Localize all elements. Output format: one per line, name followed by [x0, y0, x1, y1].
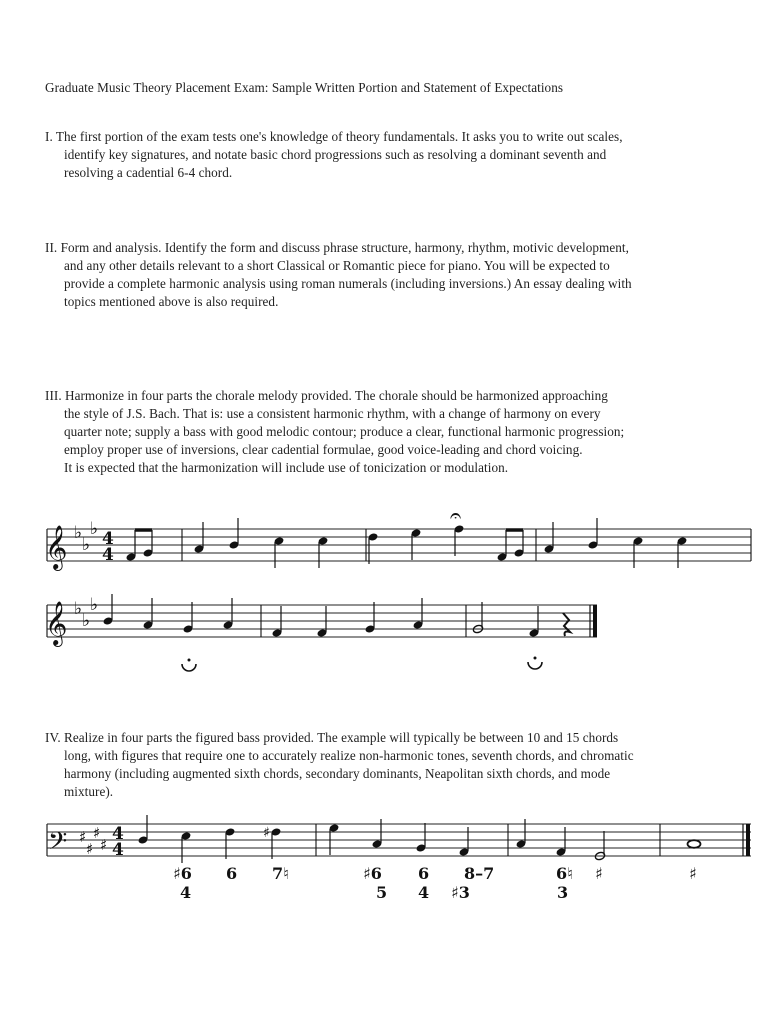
- section-2-line: topics mentioned above is also required.: [64, 294, 279, 309]
- figure-bottom: 5: [376, 883, 388, 902]
- time-signature-bottom: 4: [112, 840, 124, 860]
- sharp-icon: ♯: [263, 825, 270, 841]
- sharp-icon: ♯: [100, 836, 108, 854]
- section-1-line: I. The first portion of the exam tests one's knowledge of theory fundamentals. It asks you to write out scales,: [45, 129, 623, 144]
- fermata-icon: 𝄐: [450, 503, 462, 527]
- figure-bottom: 4: [418, 883, 430, 902]
- chorale-staff-2: [0, 576, 768, 686]
- section-1-line: identify key signatures, and notate basic chord progressions such as resolving a dominant seventh and: [64, 147, 607, 162]
- flat-icon: ♭: [74, 599, 83, 619]
- sharp-icon: ♯: [86, 840, 94, 858]
- staff-lines: [47, 824, 751, 856]
- figure-top: 8–7: [464, 864, 495, 883]
- section-3-line: quarter note; supply a bass with good melodic contour; produce a clear, functional harmonic progression;: [64, 424, 625, 439]
- notes: [103, 594, 595, 638]
- figure-bottom: 4: [180, 883, 192, 902]
- treble-clef-icon: 𝄞: [45, 601, 68, 645]
- figure-bottom: 3: [557, 883, 569, 902]
- section-3-line: employ proper use of inversions, clear cadential formulae, good voice-leading and chord voicing.: [64, 442, 583, 457]
- section-2-line: II. Form and analysis. Identify the form and discuss phrase structure, harmony, rhythm, motivic development,: [45, 240, 629, 255]
- section-4: [45, 729, 634, 801]
- staff-lines: [47, 529, 751, 561]
- section-4-line: harmony (including augmented sixth chords, secondary dominants, Neapolitan sixth chords, and mode: [64, 766, 611, 781]
- section-4-line: long, with figures that require one to accurately realize non-harmonic tones, seventh chords, and chromatic: [64, 748, 634, 763]
- time-signature-bottom: 4: [102, 545, 114, 565]
- figure-top: ♯6: [173, 864, 192, 883]
- flat-icon: ♭: [82, 535, 91, 555]
- figured-bass-staff: [0, 812, 768, 912]
- section-4-line: IV. Realize in four parts the figured bass provided. The example will typically be between 10 and 15 chords: [45, 730, 619, 745]
- fermata-below-icon: [182, 657, 542, 672]
- time-signature-top: 4: [102, 529, 114, 549]
- flat-icon: ♭: [90, 519, 99, 539]
- document-title: Graduate Music Theory Placement Exam: Sample Written Portion and Statement of Expectations: [45, 80, 564, 95]
- section-4-line: mixture).: [64, 784, 114, 799]
- figure-top: 6♮: [556, 864, 573, 883]
- figure-top: 7♮: [272, 864, 289, 883]
- section-3-line: III. Harmonize in four parts the chorale melody provided. The chorale should be harmonized approaching: [45, 388, 608, 403]
- time-signature-top: 4: [112, 824, 124, 844]
- sharp-icon: ♯: [79, 828, 87, 846]
- section-3-line: It is expected that the harmonization will include use of tonicization or modulation.: [64, 460, 509, 475]
- figure-top: 6: [418, 864, 430, 883]
- figure-top: ♯: [595, 864, 603, 883]
- figure-top: ♯: [689, 864, 697, 883]
- section-3: [45, 387, 624, 477]
- figures: [173, 864, 697, 902]
- sharp-icon: ♯: [93, 824, 101, 842]
- flat-icon: ♭: [74, 523, 83, 543]
- treble-clef-icon: 𝄞: [45, 525, 68, 569]
- bass-clef-icon: 𝄢: [48, 827, 68, 862]
- figure-bottom: ♯3: [451, 883, 470, 902]
- section-1: [45, 128, 623, 182]
- section-2-line: and any other details relevant to a short Classical or Romantic piece for piano. You will be expected to: [64, 258, 610, 273]
- section-1-line: resolving a cadential 6-4 chord.: [64, 165, 233, 180]
- section-3-line: the style of J.S. Bach. That is: use a consistent harmonic rhythm, with a change of harmony on every: [64, 406, 601, 421]
- flat-icon: ♭: [82, 611, 91, 631]
- section-2-line: provide a complete harmonic analysis using roman numerals (including inversions.) An essay dealing with: [64, 276, 632, 291]
- section-2: [45, 239, 632, 311]
- figure-top: ♯6: [363, 864, 382, 883]
- figure-top: 6: [226, 864, 238, 883]
- flat-icon: ♭: [90, 595, 99, 615]
